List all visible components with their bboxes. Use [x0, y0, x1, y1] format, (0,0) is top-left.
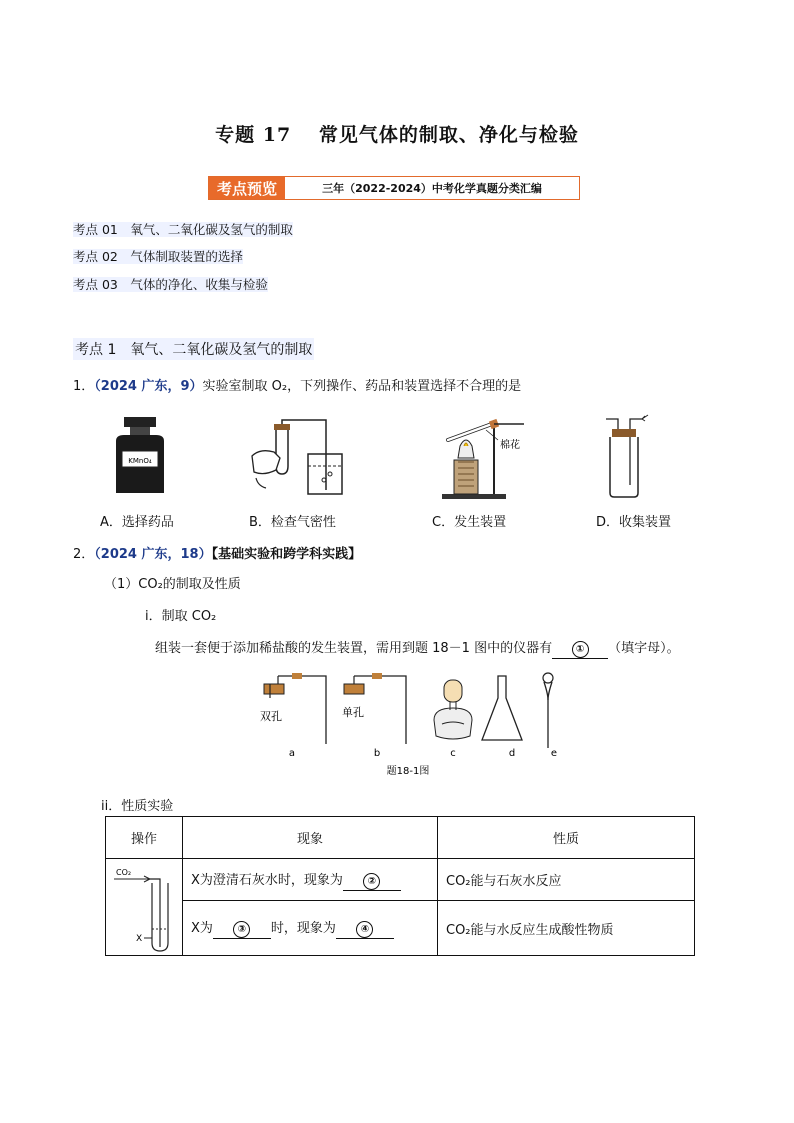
generator-figure [438, 410, 530, 500]
toc-item-1[interactable]: 考点 01 氧气、二氧化碳及氢气的制取 [73, 222, 293, 237]
fig-letter-c: c [450, 748, 456, 759]
phenomenon-cell-1: X为澄清石灰水时，现象为 ② [183, 859, 438, 901]
operation-cell [106, 859, 183, 956]
option-c[interactable]: C．发生装置 [432, 515, 507, 530]
section-heading-1: 考点 1 氧气、二氧化碳及氢气的制取 [73, 338, 314, 360]
fig-letter-a: a [288, 748, 296, 759]
question-2: 2．（2024 广东，18）【基础实验和跨学科实践】 [73, 547, 362, 562]
fig-letter-d: d [508, 748, 516, 759]
q2-part-ii: ii．性质实验 [101, 799, 174, 814]
option-a[interactable]: A．选择药品 [100, 515, 174, 530]
toc-item-3[interactable]: 考点 03 气体的净化、收集与检验 [73, 277, 268, 292]
property-cell-1: CO₂能与石灰水反应 [438, 859, 695, 901]
property-table [105, 816, 695, 956]
cotton-label: 棉花 [500, 440, 520, 451]
gas-collection-bottle-figure [596, 413, 652, 499]
figure-18-1 [250, 672, 580, 778]
blank-4[interactable]: ④ [356, 921, 373, 938]
toc-item-2[interactable]: 考点 02 气体制取装置的选择 [73, 249, 243, 264]
table-row [106, 901, 695, 956]
double-hole-label: 双孔 [260, 710, 282, 723]
table-row [106, 859, 695, 901]
single-hole-label: 单孔 [342, 706, 364, 719]
preview-banner [208, 176, 580, 200]
q2-part-i: i．制取 CO₂ [145, 609, 217, 624]
option-b[interactable]: B．检查气密性 [249, 515, 336, 530]
blank-3[interactable]: ③ [233, 921, 250, 938]
phenomenon-cell-2: X为 ③ 时，现象为 ④ [183, 901, 438, 956]
x-label: X [136, 934, 143, 944]
option-d[interactable]: D．收集装置 [596, 515, 672, 530]
co2-label: CO₂ [116, 868, 132, 877]
q2-sub1: （1）CO₂的制取及性质 [104, 577, 241, 592]
airtight-check-figure [246, 418, 346, 500]
test-tube-figure [106, 859, 180, 955]
table-header-operation: 操作 [106, 817, 183, 859]
table-header-property: 性质 [438, 817, 695, 859]
fig-letter-e: e [550, 748, 558, 759]
page-title: 专题 17 常见气体的制取、净化与检验 [215, 124, 579, 146]
blank-1[interactable]: ① [572, 641, 589, 658]
banner-tag: 考点预览 [209, 177, 285, 199]
banner-text: 三年（2022-2024）中考化学真题分类汇编 [322, 182, 542, 195]
q2-i-text: 组装一套便于添加稀盐酸的发生装置，需用到题 18－1 图中的仪器有 ① （填字母）。 [155, 637, 680, 659]
question-1: 1．（2024 广东，9）实验室制取 O₂，下列操作、药品和装置选择不合理的是 [73, 379, 522, 394]
figure-caption: 题18-1图 [386, 766, 430, 777]
table-header-phenomenon: 现象 [183, 817, 438, 859]
kmno4-label: KMnO₄ [128, 457, 152, 465]
blank-2[interactable]: ② [363, 873, 380, 890]
property-cell-2: CO₂能与水反应生成酸性物质 [438, 901, 695, 956]
reagent-bottle-figure [110, 415, 170, 497]
fig-letter-b: b [373, 748, 381, 759]
